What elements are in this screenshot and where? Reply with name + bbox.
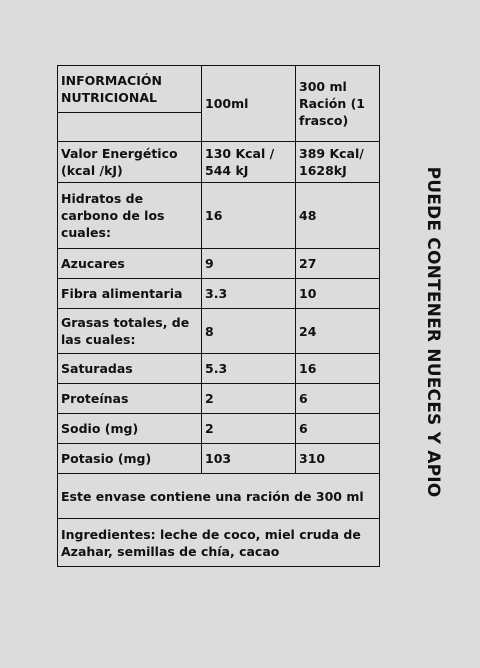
nutrient-label: Sodio (mg) <box>58 414 202 444</box>
empty-header-cell <box>58 113 202 142</box>
nutrient-label: Hidratos de carbono de los cuales: <box>58 183 202 249</box>
column-header-100ml: 100ml <box>202 66 296 142</box>
value-per-100ml: 130 Kcal / 544 kJ <box>202 142 296 183</box>
value-per-100ml: 8 <box>202 309 296 354</box>
value-per-100ml: 2 <box>202 384 296 414</box>
table-row <box>58 384 380 414</box>
value-per-serving: 24 <box>296 309 380 354</box>
nutrient-label: Potasio (mg) <box>58 444 202 474</box>
table-row <box>58 354 380 384</box>
table-row <box>58 309 380 354</box>
value-per-100ml: 3.3 <box>202 279 296 309</box>
value-per-serving: 27 <box>296 249 380 279</box>
nutrient-label: Azucares <box>58 249 202 279</box>
value-per-serving: 48 <box>296 183 380 249</box>
value-per-serving: 389 Kcal/ 1628kJ <box>296 142 380 183</box>
nutrition-table <box>57 65 380 567</box>
column-header-serving: 300 ml Ración (1 frasco) <box>296 66 380 142</box>
ingredients-list: Ingredientes: leche de coco, miel cruda de Azahar, semillas de chía, cacao <box>58 519 380 567</box>
nutrient-label: Saturadas <box>58 354 202 384</box>
nutrient-label: Fibra alimentaria <box>58 279 202 309</box>
table-row <box>58 414 380 444</box>
table-row <box>58 249 380 279</box>
table-row <box>58 142 380 183</box>
value-per-100ml: 103 <box>202 444 296 474</box>
value-per-100ml: 5.3 <box>202 354 296 384</box>
value-per-serving: 10 <box>296 279 380 309</box>
nutrient-label: Valor Energético (kcal /kJ) <box>58 142 202 183</box>
value-per-100ml: 16 <box>202 183 296 249</box>
nutrient-label: Grasas totales, de las cuales: <box>58 309 202 354</box>
value-per-100ml: 9 <box>202 249 296 279</box>
value-per-serving: 6 <box>296 414 380 444</box>
value-per-serving: 310 <box>296 444 380 474</box>
value-per-serving: 16 <box>296 354 380 384</box>
value-per-serving: 6 <box>296 384 380 414</box>
table-row <box>58 183 380 249</box>
table-title: INFORMACIÓN NUTRICIONAL <box>58 66 202 113</box>
allergen-warning: PUEDE CONTENER NUECES Y APIO <box>423 166 443 498</box>
serving-note: Este envase contiene una ración de 300 ml <box>58 474 380 519</box>
table-row <box>58 444 380 474</box>
table-row <box>58 279 380 309</box>
nutrient-label: Proteínas <box>58 384 202 414</box>
value-per-100ml: 2 <box>202 414 296 444</box>
